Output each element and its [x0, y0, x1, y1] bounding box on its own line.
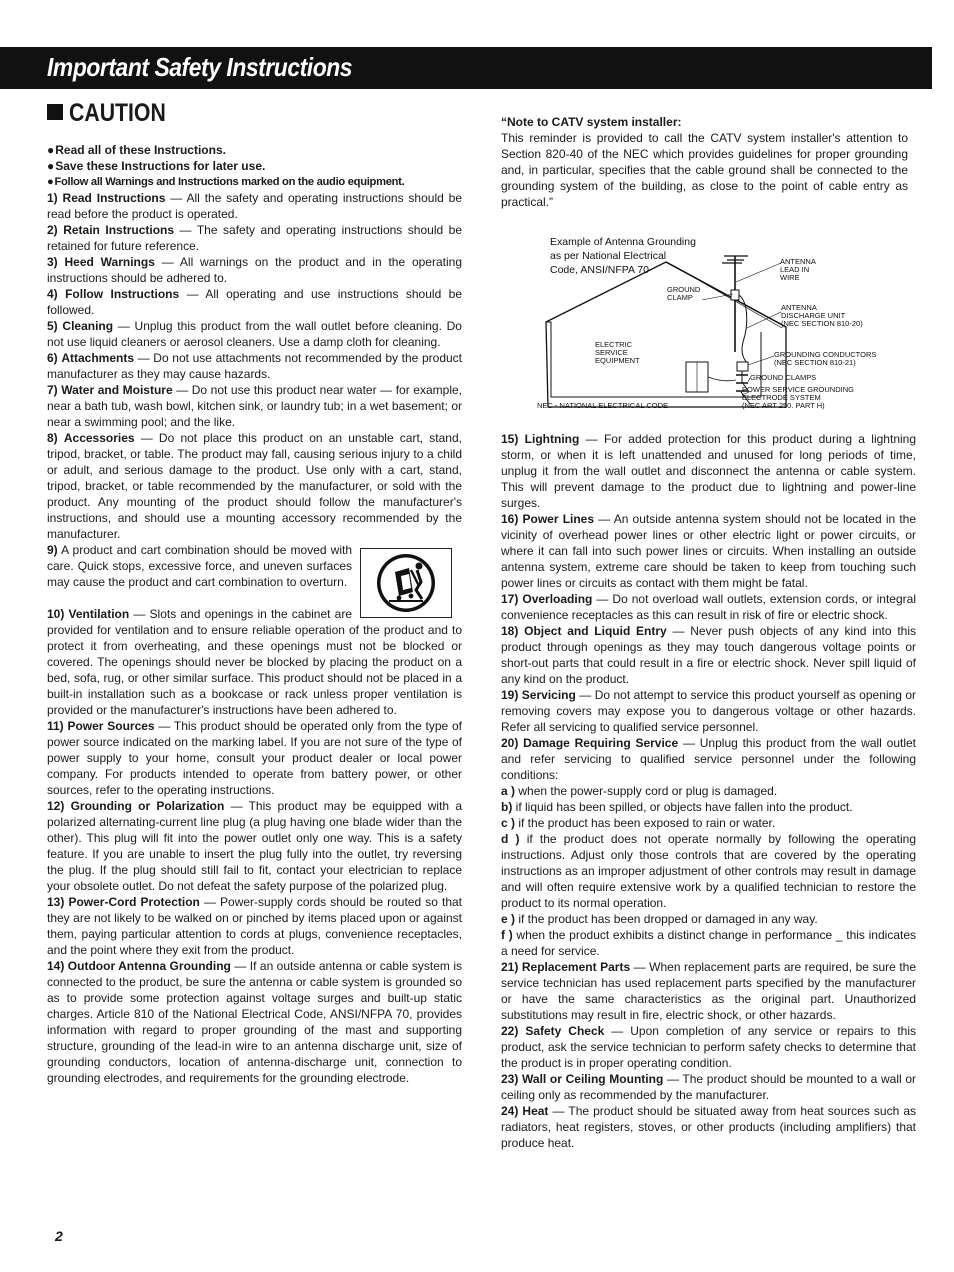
instruction-item: 9) A product and cart combination should be moved with care. Quick stops, excessive force, and uneven surfaces may cause the product and cart combination to overturn.: [47, 543, 352, 589]
instruction-item: 22) Safety Check — Upon completion of any service or repairs to this product, ask the service technician to perform safety checks to determine that the product is in proper operating condition.: [501, 1024, 916, 1070]
power-service-label: POWER SERVICE GROUNDING: [742, 385, 854, 394]
diagram-caption-line: as per National Electrical: [550, 250, 667, 262]
instruction-item: 7) Water and Moisture — Do not use this product near water — for example, near a bath tub, wash bowl, kitchen sink, or laundry tub; in a wet basement; or near a swimming pool; and the like.: [47, 383, 462, 429]
bullet-item: ● Save these Instructions for later use.: [47, 158, 462, 174]
condition-item: d ) if the product does not operate normally by following the operating instructions. Adjust only those controls that are covered by the operating instructions as an improper adjustment of other controls may result in damage and will often require extensive work by a qualified technician to restore the product to its normal operation.: [501, 832, 916, 910]
instruction-item: 5) Cleaning — Unplug this product from the wall outlet before cleaning. Do not use liquid cleaners or aerosol cleaners. Use a damp cloth for cleaning.: [47, 319, 462, 349]
page-title: Important Safety Instructions: [47, 52, 353, 82]
ground-clamp-label: GROUND: [667, 285, 701, 294]
condition-item: a ) when the power-supply cord or plug is damaged.: [501, 784, 778, 798]
electric-service-label: EQUIPMENT: [595, 356, 640, 365]
note-text: This reminder is provided to call the CATV system installer's attention to Section 820-40 of the NEC which provides guidelines for proper grounding and, in particular, specifies that the cable ground shall be connected to the grounding system of the building, as close to the point of cable entry as practical.”: [501, 131, 908, 209]
grounding-conductors-label: (NEC SECTION 810-21): [774, 358, 856, 367]
instruction-item: 14) Outdoor Antenna Grounding — If an outside antenna or cable system is connected to the product, be sure the antenna or cable system is grounded so as to provide some protection against voltage surges and built-up static charges. Article 810 of the National Electrical Code, ANSI/NFPA 70, provides information with regard to proper grounding of the mast and supporting structure, grounding of the lead-in wire to an antenna discharge unit, size of grounding conductors, location of antenna-discharge unit, connection to grounding electrodes, and requirements for the grounding electrode.: [47, 959, 462, 1085]
discharge-unit-label: DISCHARGE UNIT: [781, 311, 846, 320]
grounding-conductors-label: GROUNDING CONDUCTORS: [774, 350, 877, 359]
diagram-caption-line: Code, ANSI/NFPA 70: [550, 264, 650, 276]
instruction-item: 16) Power Lines — An outside antenna system should not be located in the vicinity of overhead power lines or other electric light or power circuits, or where it can fall into such power lines or circuits. When installing an outside antenna system, extreme care should be taken to keep from touching such power lines or circuits as contact with them might be fatal.: [501, 512, 917, 590]
instruction-item: 12) Grounding or Polarization — This product may be equipped with a polarized alternating-current line plug (a plug having one blade wider than the other). This plug will fit into the power outlet only one way. This is a safety feature. If you are unable to insert the plug fully into the outlet, try reversing the plug. If the plug should still fail to fit, contact your electrician to replace your obsolete outlet. Do not defeat the safety purpose of the polarized plug.: [47, 799, 463, 893]
antenna-lead-label: LEAD IN: [780, 265, 810, 274]
page-number: 2: [55, 1228, 63, 1244]
instruction-item: 6) Attachments — Do not use attachments not recommended by the product manufacturer as they may cause hazards.: [47, 351, 462, 381]
instruction-item: 19) Servicing — Do not attempt to service this product yourself as opening or removing covers may expose you to dangerous voltage or other hazards. Refer all servicing to qualified service personnel.: [501, 688, 916, 734]
instruction-item: 18) Object and Liquid Entry — Never push objects of any kind into this product through openings as they may touch dangerous voltage points or short-out parts that could result in a fire or electric shock. Never spill liquid of any kind on the product.: [501, 624, 917, 686]
caution-label: CAUTION: [69, 99, 166, 127]
instruction-item: 11) Power Sources — This product should be operated only from the type of power source indicated on the marking label. If you are not sure of the type of power supply to your home, consult your product dealer or local power company. For products intended to operate from battery power, or other sources, refer to the operating instructions.: [47, 719, 463, 797]
instruction-item: 1) Read Instructions — All the safety and operating instructions should be read before the product is operated.: [47, 191, 463, 221]
condition-item: f ) when the product exhibits a distinct change in performance _ this indicates a need for service.: [501, 928, 916, 958]
svg-text:POWER SERVICE GROUNDINGELECTRO: [742, 385, 854, 410]
diagram-caption-line: Example of Antenna Grounding: [550, 236, 696, 248]
instruction-item: 20) Damage Requiring Service — Unplug this product from the wall outlet and refer servicing to qualified service personnel under the following conditions:: [501, 736, 917, 782]
instruction-item: 10) Ventilation — Slots and openings in the cabinet are provided for ventilation and to ensure reliable operation of the product and to protect it from overheating, and these openings must not be blocked or covered. The openings should never be blocked by placing the product on a bed, sofa, rug, or other similar surface. This product should not be placed in a built-in installation such as a bookcase or rack unless proper ventilation is provided or the manufacturer's instructions have been adhered to.: [47, 607, 462, 717]
bullet-item: ● Follow all Warnings and Instructions marked on the audio equipment.: [47, 174, 462, 190]
condition-item: c ) if the product has been exposed to rain or water.: [501, 816, 776, 830]
instruction-item: 23) Wall or Ceiling Mounting — The product should be mounted to a wall or ceiling only as recommended by the manufacturer.: [501, 1072, 916, 1102]
bullet-item: ● Read all of these Instructions.: [47, 142, 462, 158]
instruction-item: 2) Retain Instructions — The safety and operating instructions should be retained for future reference.: [47, 223, 463, 253]
instruction-item: 15) Lightning — For added protection for this product during a lightning storm, or when it is left unattended and unused for long periods of time, unplug it from the wall outlet and disconnect the antenna or cable system. This will prevent damage to the product due to lightning and power-line surges.: [501, 432, 917, 510]
discharge-unit-label: ANTENNA: [781, 303, 817, 312]
cart-warning-icon: [360, 548, 452, 618]
instruction-item: 4) Follow Instructions — All operating and use instructions should be followed.: [47, 287, 463, 317]
svg-text:GROUNDING CONDUCTORS(NEC SECTI: [774, 350, 876, 367]
left-column: [47, 142, 462, 1086]
svg-text:ANTENNALEAD INWIRE: [780, 257, 816, 282]
electric-service-label: SERVICE: [595, 348, 628, 357]
instruction-item: 17) Overloading — Do not overload wall outlets, extension cords, or integral convenience receptacles as this can result in risk of fire or electric shock.: [501, 592, 916, 622]
condition-item: e ) if the product has been dropped or damaged in any way.: [501, 912, 818, 926]
antenna-lead-label: ANTENNA: [780, 257, 816, 266]
electric-service-label: ELECTRIC: [595, 340, 633, 349]
catv-note: [501, 114, 908, 210]
ground-clamp-label: CLAMP: [667, 293, 693, 302]
instruction-item: 21) Replacement Parts — When replacement parts are required, be sure the service technician has used replacement parts specified by the manufacturer or have the same characteristics as the original part. Unauthorized substitutions may result in fire, electric shock, or other hazards.: [501, 960, 916, 1022]
right-column: [501, 431, 916, 1151]
instruction-item: 3) Heed Warnings — All warnings on the product and in the operating instructions should be adhered to.: [47, 255, 462, 285]
svg-text:ANTENNADISCHARGE UNIT(NEC SECT: [781, 303, 863, 328]
antenna-grounding-diagram: [536, 232, 916, 412]
nec-note: NEC - NATIONAL ELECTRICAL CODE: [537, 401, 668, 410]
instruction-item: 8) Accessories — Do not place this product on an unstable cart, stand, tripod, bracket, or table. The product may fall, causing serious injury to a child or adult, and serious damage to the product. Use only with a cart, stand, tripod, bracket, or table recommended by the manufacturer, or sold with the product. Any mounting of the product should follow the manufacturer's instructions, and should use a mounting accessory recommended by the manufacturer.: [47, 431, 462, 541]
condition-item: b) if liquid has been spilled, or objects have fallen into the product.: [501, 800, 853, 814]
power-service-label: ELECTRODE SYSTEM: [742, 393, 821, 402]
square-icon: [47, 104, 63, 120]
instruction-item: 24) Heat — The product should be situated away from heat sources such as radiators, heat registers, stoves, or other products (including amplifiers) that produce heat.: [501, 1104, 916, 1150]
power-service-label: (NEC ART 250. PART H): [742, 401, 825, 410]
discharge-unit-label: (NEC SECTION 810-20): [781, 319, 863, 328]
instruction-item: 13) Power-Cord Protection — Power-supply cords should be routed so that they are not likely to be walked on or pinched by items placed upon or against them, paying particular attention to cords at plugs, convenience receptacles, and the point where they exit from the product.: [47, 895, 462, 957]
note-title: “Note to CATV system installer:: [501, 115, 682, 129]
caution-heading: [47, 99, 183, 128]
antenna-lead-label: WIRE: [780, 273, 800, 282]
header-bar: [0, 47, 932, 89]
ground-clamps-label: GROUND CLAMPS: [750, 373, 817, 382]
